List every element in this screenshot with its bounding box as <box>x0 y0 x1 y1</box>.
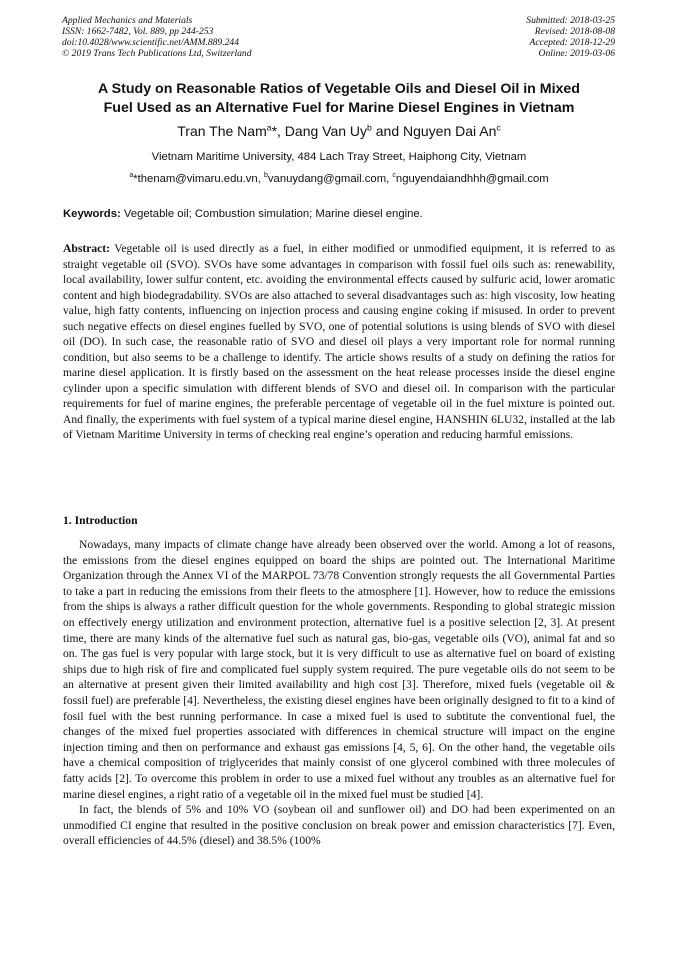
introduction-body <box>63 537 615 849</box>
author-2-affil-mark: b <box>367 122 372 133</box>
author-emails <box>40 172 638 186</box>
author-separator: and <box>371 123 403 139</box>
section-heading-introduction: 1. Introduction <box>63 514 138 527</box>
email-1-mark: a <box>129 172 134 180</box>
email-3-mark: c <box>392 172 396 180</box>
abstract-label: Abstract: <box>63 242 111 255</box>
email-1[interactable]: *thenam@vimaru.edu.vn, <box>133 173 264 185</box>
author-list <box>40 122 638 140</box>
accepted-date: Accepted: 2018-12-29 <box>529 37 615 48</box>
submission-dates <box>526 15 615 59</box>
paper-title <box>40 80 638 118</box>
intro-paragraph-1: Nowadays, many impacts of climate change have already been observed over the world. Among a lot of reasons, the emissions from the diesel engines equipped on board the ships are pointed out. The International Maritime Organization through the Annex VI of the MARPOL 73/78 Convention strongly requests the all Governmental Parties to take a part in reducing the emissions from their fleets to the atmosphere [1]. However, how to reduce the emissions from the ships is always a rather difficult question for the whole governments. Responding to global strategic mission on effectively energy utilization and environment protection, alternative fuel is a positive selection [2, 3]. At present time, there are many kinds of the alternative fuel such as natural gas, bio-gas, vegetable oils (VO), animal fat and so on. The gas fuel is very popular with large stock, but it is very difficult to use as alternative fuel on board of existing ships due to high risk of fire and complicated fuel supply system required. The pure vegetable oils do not seem to be an alternative at present given their limited availability and high cost [3]. Therefore, mixed fuels (vegetable oil & fossil fuel) are preferable [4]. Nevertheless, the existing diesel engines have been originally designed to fit to a kind of fosil fuel with the best running performance. In case a mixed fuel is used to subtitute the conventional fuel, the changes of the mixed fuel properties associated with differences in chemical structure will impact on the engine injection timing and then on performance and exhaust gas emissions [4, 5, 6]. On the other hand, the vegetable oils have a chemical composition of triglycerides that mainly consist of one glycerol combined with three molecules of fatty acids [2]. To overcome this problem in order to use a mixed fuel without any troubles as an alternative fuel for marine diesel engines, a right ratio of a vegetable oil in the mixed fuel must be studied [4]. <box>63 538 615 801</box>
copyright-line: © 2019 Trans Tech Publications Ltd, Switzerland <box>62 48 252 59</box>
title-line-2: Fuel Used as an Alternative Fuel for Marine Diesel Engines in Vietnam <box>103 100 575 116</box>
corresponding-mark: * <box>271 123 278 139</box>
submitted-date: Submitted: 2018-03-25 <box>526 15 615 26</box>
email-3[interactable]: nguyendaiandhhh@gmail.com <box>395 173 549 185</box>
keywords-label: Keywords: <box>63 208 121 220</box>
author-1: Tran The Nam <box>177 123 267 139</box>
author-separator: , <box>277 123 285 139</box>
online-date: Online: 2019-03-06 <box>538 48 615 59</box>
author-1-affil-mark: a <box>266 122 272 133</box>
abstract-text: Vegetable oil is used directly as a fuel, in either modified or unmodified equipment, it is referred to as straight vegetable oil (SVO). SVOs have some advantages in comparison with fossil fuel oils such as: renewability, local availability, lower sulfur content, etc. avoiding the environmental effects caused by sulfuric acid, lower aromatic content and high biodegradability. SVOs are also attached to several disadvantages such as: high viscosity, low heating value, high fatty contents, influencing on injection process and causing engine coking if misused. In order to prevent such negative effects on diesel engines fuelled by SVO, one of potential solutions is using blends of SVO with diesel oil (DO). In such case, the reasonable ratio of SVO and diesel oil plays a very important role for normal running condition, but also seems to be a challenge to identify. The article shows results of a study on defining the ratios for marine diesel application. It is firstly based on the assessment on the heat release processes inside the diesel engine cylinder upon a specific simulation with different blends of SVO and diesel oil. In comparison with the particular requirements for fuel of marine engines, the preferable percentage of vegetable oil in the fuel mixture is pointed out. And finally, the experiments with fuel system of a typical marine diesel engine, HANSHIN 6LU32, installed at the lab of Vietnam Maritime University in terms of checking real engine’s operation and reducing harmful emissions. <box>63 242 615 441</box>
journal-info <box>62 15 252 59</box>
revised-date: Revised: 2018-08-08 <box>534 26 615 37</box>
affiliation: Vietnam Maritime University, 484 Lach Tray Street, Haiphong City, Vietnam <box>151 151 527 163</box>
author-2: Dang Van Uy <box>284 123 368 139</box>
doi-line[interactable]: doi:10.4028/www.scientific.net/AMM.889.244 <box>62 37 240 48</box>
journal-name: Applied Mechanics and Materials <box>62 15 193 26</box>
abstract <box>63 241 615 443</box>
title-line-1: A Study on Reasonable Ratios of Vegetable Oils and Diesel Oil in Mixed <box>98 81 580 97</box>
issn-line: ISSN: 1662-7482, Vol. 889, pp 244-253 <box>62 26 214 37</box>
keywords-text: Vegetable oil; Combustion simulation; Marine diesel engine. <box>120 208 423 220</box>
keywords <box>63 207 615 221</box>
email-2-mark: b <box>264 172 268 180</box>
author-3: Nguyen Dai An <box>403 123 497 139</box>
author-3-affil-mark: c <box>496 122 501 133</box>
journal-header <box>62 15 615 59</box>
email-2[interactable]: vanuydang@gmail.com, <box>267 173 393 185</box>
intro-paragraph-2: In fact, the blends of 5% and 10% VO (soybean oil and sunflower oil) and DO had been experimented on an unmodified CI engine that resulted in the positive conclusion on break power and emission characteristics [7]. Even, overall efficiencies of 44.5% (diesel) and 38.5% (100% <box>63 803 615 848</box>
